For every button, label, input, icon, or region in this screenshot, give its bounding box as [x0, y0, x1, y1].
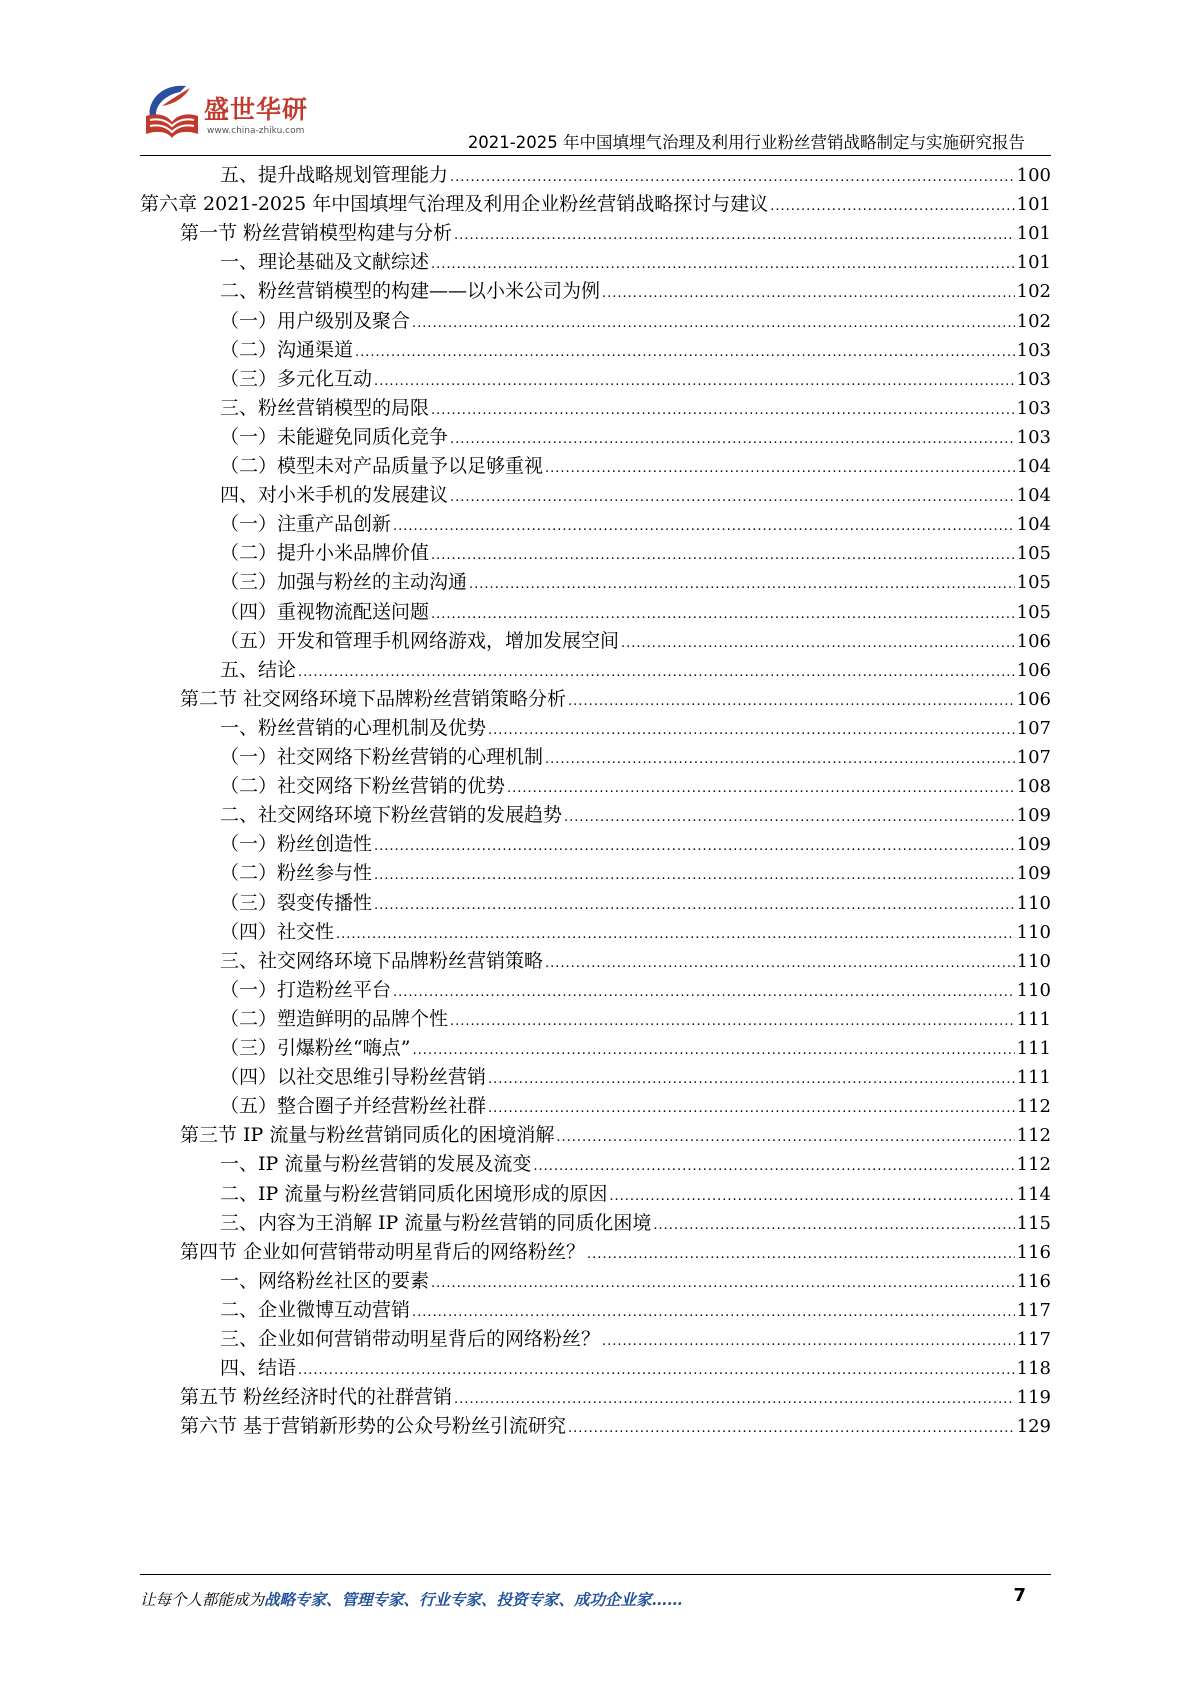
toc-dot-leader [533, 1154, 1014, 1180]
toc-dot-leader [298, 660, 1015, 686]
toc-entry-page: 106 [1016, 688, 1051, 710]
toc-entry[interactable] [220, 1064, 1051, 1090]
toc-entry-title: （一）打造粉丝平台 [220, 978, 392, 1001]
toc-entry-title: 三、内容为王消解 IP 流量与粉丝营销的同质化困境 [220, 1211, 652, 1234]
toc-entry[interactable] [220, 1035, 1051, 1061]
toc-entry-title: 第六节 基于营销新形势的公众号粉丝引流研究 [180, 1415, 567, 1438]
toc-entry-page: 105 [1016, 572, 1051, 594]
toc-dot-leader [568, 689, 1015, 715]
toc-entry-page: 111 [1016, 1067, 1051, 1089]
toc-dot-leader [653, 1213, 1014, 1239]
toc-entry-title: （二）塑造鲜明的品牌个性 [220, 1007, 449, 1030]
toc-entry[interactable] [220, 1355, 1051, 1381]
toc-dot-leader [621, 631, 1015, 657]
toc-entry-page: 101 [1016, 194, 1051, 216]
toc-entry-page: 117 [1016, 1299, 1051, 1321]
toc-dot-leader [298, 1358, 1015, 1384]
toc-entry-page: 100 [1016, 165, 1051, 186]
toc-dot-leader [431, 602, 1015, 628]
toc-entry-page: 116 [1016, 1241, 1051, 1263]
toc-entry[interactable] [180, 1413, 1051, 1439]
toc-entry[interactable] [220, 831, 1051, 857]
toc-entry-page: 103 [1016, 426, 1051, 448]
toc-entry-page: 107 [1016, 717, 1051, 739]
toc-dot-leader [336, 922, 1015, 948]
toc-entry[interactable] [220, 890, 1051, 916]
toc-entry[interactable] [220, 511, 1051, 537]
toc-dot-leader [568, 1416, 1015, 1442]
toc-entry-page: 101 [1016, 223, 1051, 245]
toc-dot-leader [412, 311, 1015, 337]
toc-entry[interactable] [220, 1326, 1051, 1352]
toc-entry-title: 二、企业微博互动营销 [220, 1298, 411, 1321]
toc-dot-leader [393, 514, 1015, 540]
toc-entry-page: 108 [1016, 776, 1051, 798]
toc-entry-page: 109 [1016, 863, 1051, 885]
toc-dot-leader [355, 340, 1015, 366]
toc-dot-leader [545, 747, 1015, 773]
toc-entry-page: 110 [1016, 921, 1051, 943]
footer-divider [140, 1574, 1051, 1575]
page-number: 7 [1013, 1585, 1026, 1606]
toc-dot-leader [454, 223, 1015, 249]
toc-entry-title: （二）沟通渠道 [220, 338, 354, 361]
toc-entry-title: 二、粉丝营销模型的构建——以小米公司为例 [220, 280, 601, 303]
toc-entry[interactable] [220, 1006, 1051, 1032]
toc-entry[interactable] [220, 162, 1051, 188]
toc-entry-title: （四）以社交思维引导粉丝营销 [220, 1066, 487, 1089]
toc-entry-title: 第五节 粉丝经济时代的社群营销 [180, 1386, 453, 1409]
toc-entry[interactable] [220, 977, 1051, 1003]
toc-entry-page: 110 [1016, 950, 1051, 972]
toc-entry-title: 一、粉丝营销的心理机制及优势 [220, 716, 487, 739]
toc-dot-leader [564, 805, 1015, 831]
toc-dot-leader [412, 1300, 1015, 1326]
toc-dot-leader [454, 1387, 1015, 1413]
toc-dot-leader [609, 1184, 1014, 1210]
toc-entry-title: 三、粉丝营销模型的局限 [220, 396, 430, 419]
toc-entry[interactable] [220, 366, 1051, 392]
toc-entry-title: （三）引爆粉丝“嗨点” [220, 1037, 411, 1059]
toc-entry-page: 103 [1016, 368, 1051, 390]
toc-entry[interactable] [220, 1210, 1051, 1236]
toc-entry[interactable] [220, 802, 1051, 828]
toc-entry-page: 102 [1016, 310, 1051, 332]
footer-slogan-prefix: 让每个人都能成为 [140, 1591, 265, 1609]
toc-entry-page: 102 [1016, 281, 1051, 303]
toc-entry-title: （四）社交性 [220, 920, 335, 943]
toc-entry-page: 115 [1016, 1212, 1051, 1234]
toc-entry-page: 105 [1016, 543, 1051, 565]
toc-dot-leader [393, 980, 1015, 1006]
toc-entry[interactable] [180, 1239, 1051, 1265]
toc-entry-title: （二）社交网络下粉丝营销的优势 [220, 775, 506, 798]
book-swirl-logo-icon [140, 82, 204, 144]
toc-entry-page: 111 [1016, 1008, 1051, 1030]
toc-dot-leader [374, 834, 1015, 860]
toc-entry-page: 105 [1016, 601, 1051, 623]
toc-entry[interactable] [220, 948, 1051, 974]
toc-entry[interactable] [220, 773, 1051, 799]
header-divider [140, 155, 1051, 156]
toc-entry[interactable] [220, 395, 1051, 421]
toc-entry[interactable] [220, 308, 1051, 334]
footer-slogan [140, 1588, 683, 1610]
toc-entry[interactable] [220, 1181, 1051, 1207]
toc-entry-page: 104 [1016, 456, 1051, 477]
toc-entry-title: （一）未能避免同质化竞争 [220, 425, 449, 448]
toc-entry-title: 二、IP 流量与粉丝营销同质化困境形成的原因 [220, 1182, 608, 1205]
toc-entry[interactable] [220, 1151, 1051, 1177]
toc-entry[interactable] [220, 482, 1051, 508]
toc-entry-title: 二、社交网络环境下粉丝营销的发展趋势 [220, 804, 563, 827]
toc-entry-title: 第三节 IP 流量与粉丝营销同质化的困境消解 [180, 1124, 555, 1147]
toc-entry-title: （五）整合圈子并经营粉丝社群 [220, 1095, 487, 1118]
toc-entry[interactable] [220, 424, 1051, 450]
toc-entry-page: 106 [1016, 659, 1051, 681]
toc-dot-leader [556, 1125, 1014, 1151]
toc-entry[interactable] [220, 919, 1051, 945]
toc-entry-page: 112 [1016, 1125, 1051, 1147]
toc-dot-leader [431, 1271, 1015, 1297]
toc-entry-title: 一、网络粉丝社区的要素 [220, 1269, 430, 1292]
toc-entry-title: （一）粉丝创造性 [220, 833, 373, 856]
toc-entry-title: （五）开发和管理手机网络游戏，增加发展空间 [220, 629, 620, 652]
toc-entry-title: （二）模型未对产品质量予以足够重视 [220, 455, 544, 477]
toc-entry-page: 104 [1016, 514, 1051, 536]
toc-entry-page: 109 [1016, 834, 1051, 856]
toc-entry-page: 106 [1016, 630, 1051, 652]
toc-entry[interactable] [220, 657, 1051, 683]
toc-entry-title: （三）加强与粉丝的主动沟通 [220, 571, 468, 594]
toc-entry[interactable] [220, 249, 1051, 275]
toc-dot-leader [587, 1242, 1015, 1268]
toc-entry-title: （二）粉丝参与性 [220, 862, 373, 885]
toc-dot-leader [469, 572, 1015, 598]
toc-dot-leader [450, 1009, 1015, 1035]
toc-entry-title: 一、理论基础及文献综述 [220, 251, 430, 274]
toc-entry-title: （四）重视物流配送问题 [220, 600, 430, 623]
toc-entry-title: 五、提升战略规划管理能力 [220, 164, 449, 186]
toc-dot-leader [450, 165, 1015, 191]
toc-entry-page: 118 [1016, 1358, 1051, 1380]
toc-dot-leader [412, 1038, 1014, 1064]
toc-entry-page: 110 [1016, 892, 1051, 914]
toc-entry[interactable] [220, 453, 1051, 479]
toc-entry-title: 三、社交网络环境下品牌粉丝营销策略 [220, 949, 544, 972]
toc-entry-page: 103 [1016, 397, 1051, 419]
toc-entry-title: 第四节 企业如何营销带动明星背后的网络粉丝？ [180, 1240, 586, 1263]
document-title: 2021-2025 年中国填埋气治理及利用行业粉丝营销战略制定与实施研究报告 [467, 133, 1025, 152]
toc-entry-title: （一）用户级别及聚合 [220, 309, 411, 332]
toc-entry-title: （二）提升小米品牌价值 [220, 542, 430, 565]
toc-entry-title: 四、对小米手机的发展建议 [220, 484, 449, 507]
toc-entry-page: 111 [1016, 1038, 1051, 1059]
toc-dot-leader [545, 951, 1015, 977]
toc-entry[interactable] [220, 715, 1051, 741]
toc-dot-leader [431, 543, 1015, 569]
toc-entry[interactable] [220, 628, 1051, 654]
toc-entry[interactable] [180, 686, 1051, 712]
toc-dot-leader [602, 1329, 1015, 1355]
toc-dot-leader [602, 281, 1015, 307]
toc-entry[interactable] [220, 1297, 1051, 1323]
toc-entry-title: （三）多元化互动 [220, 367, 373, 390]
toc-entry-page: 116 [1016, 1270, 1051, 1292]
toc-dot-leader [374, 863, 1015, 889]
toc-entry[interactable] [220, 860, 1051, 886]
toc-dot-leader [545, 456, 1015, 482]
toc-entry-page: 103 [1016, 339, 1051, 361]
toc-entry-title: 五、结论 [220, 658, 297, 681]
toc-entry-page: 101 [1016, 252, 1051, 274]
toc-entry-title: 第六章 2021-2025 年中国填埋气治理及利用企业粉丝营销战略探讨与建议 [140, 193, 769, 216]
toc-entry-page: 110 [1016, 979, 1051, 1001]
toc-entry-title: 三、企业如何营销带动明星背后的网络粉丝？ [220, 1328, 601, 1350]
toc-entry[interactable] [220, 278, 1051, 304]
logo-url: www.china-zhiku.com [207, 126, 305, 136]
logo-name: 盛世华研 [204, 95, 309, 124]
toc-entry[interactable] [220, 1093, 1051, 1119]
toc-dot-leader [450, 427, 1015, 453]
toc-entry[interactable] [140, 191, 1051, 217]
toc-entry-page: 119 [1016, 1387, 1051, 1409]
toc-dot-leader [431, 398, 1015, 424]
toc-entry[interactable] [220, 744, 1051, 770]
toc-dot-leader [488, 718, 1015, 744]
toc-dot-leader [374, 893, 1015, 919]
toc-entry-title: 第一节 粉丝营销模型构建与分析 [180, 222, 453, 245]
toc-dot-leader [450, 485, 1015, 511]
toc-entry-page: 104 [1016, 485, 1051, 507]
toc-entry-page: 109 [1016, 805, 1051, 827]
toc-entry-title: （一）注重产品创新 [220, 513, 392, 536]
footer-slogan-highlight: 战略专家、管理专家、行业专家、投资专家、成功企业家…… [264, 1590, 683, 1609]
toc-entry-page: 107 [1016, 747, 1051, 768]
toc-entry-page: 117 [1016, 1329, 1051, 1350]
toc-entry[interactable] [180, 1122, 1051, 1148]
toc-entry[interactable] [220, 540, 1051, 566]
toc-entry-title: 四、结语 [220, 1357, 297, 1380]
toc-dot-leader [488, 1067, 1015, 1093]
toc-entry[interactable] [220, 337, 1051, 363]
toc-entry-page: 112 [1016, 1154, 1051, 1176]
toc-dot-leader [770, 194, 1014, 220]
toc-entry[interactable] [220, 599, 1051, 625]
toc-entry-title: （三）裂变传播性 [220, 891, 373, 914]
toc-dot-leader [374, 369, 1015, 395]
toc-entry-page: 114 [1016, 1183, 1051, 1205]
company-logo [140, 82, 340, 152]
toc-dot-leader [488, 1096, 1015, 1122]
toc-entry-title: 一、IP 流量与粉丝营销的发展及流变 [220, 1153, 532, 1176]
toc-dot-leader [507, 776, 1015, 802]
toc-entry-page: 129 [1016, 1416, 1051, 1438]
toc-entry[interactable] [180, 220, 1051, 246]
toc-dot-leader [431, 252, 1015, 278]
toc-entry-title: （一）社交网络下粉丝营销的心理机制 [220, 746, 544, 768]
toc-entry-title: 第二节 社交网络环境下品牌粉丝营销策略分析 [180, 687, 567, 710]
toc-entry[interactable] [220, 569, 1051, 595]
toc-entry-page: 112 [1016, 1096, 1051, 1118]
toc-entry[interactable] [220, 1268, 1051, 1294]
toc-entry[interactable] [180, 1384, 1051, 1410]
